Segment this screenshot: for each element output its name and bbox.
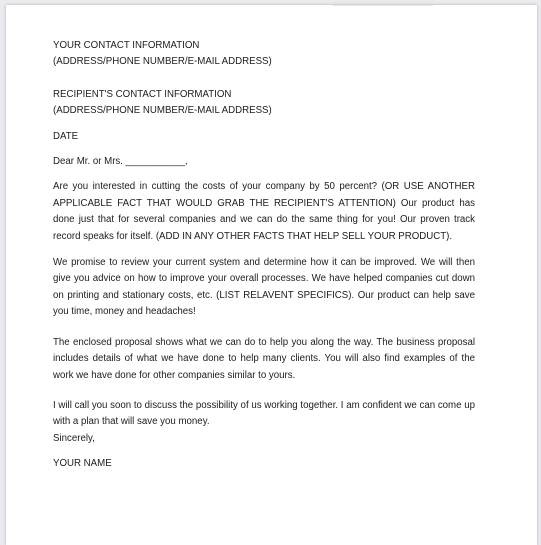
paragraph-1: Are you interested in cutting the costs of your company by 50 percent? (OR USE ANOTHER APPLICABLE FACT THAT WOULD GRAB THE RECIPIENT'S ATTENTION) Our product has done just that for several companies and we can do the same thing for you! Our proven track record speaks for itself. (ADD IN ANY OTHER FACTS THAT HELP SELL YOUR PRODUCT).: [53, 181, 475, 242]
paragraph-4: I will call you soon to discuss the possibility of us working together. I am confident we can come up with a plan that will save you money.: [53, 399, 475, 428]
recipient-heading: RECIPIENT'S CONTACT INFORMATION: [53, 88, 232, 100]
salutation: Dear Mr. or Mrs. ___________,: [53, 156, 188, 168]
page-divider: [333, 5, 433, 6]
paragraph-3: The enclosed proposal shows what we can do to help you along the way. The business proposal includes details of what we have done to help many clients. You will also find examples of the work we have done for other companies similar to yours.: [53, 336, 475, 381]
paragraph-2: We promise to review your current system and determine how it can be improved. We will then give you advice on how to improve your overall processes. We have helped companies cut down on printing and stationary costs, etc. (LIST RELAVENT SPECIFICS). Our product can help save you time, money and headaches!: [53, 257, 475, 318]
sender-heading: YOUR CONTACT INFORMATION: [53, 40, 200, 51]
date-line: DATE: [53, 130, 79, 142]
recipient-details: (ADDRESS/PHONE NUMBER/E-MAIL ADDRESS): [53, 105, 272, 117]
signature: YOUR NAME: [53, 458, 112, 470]
sender-details: (ADDRESS/PHONE NUMBER/E-MAIL ADDRESS): [53, 56, 272, 68]
closing: Sincerely,: [53, 432, 95, 444]
letter-body: [53, 38, 475, 473]
